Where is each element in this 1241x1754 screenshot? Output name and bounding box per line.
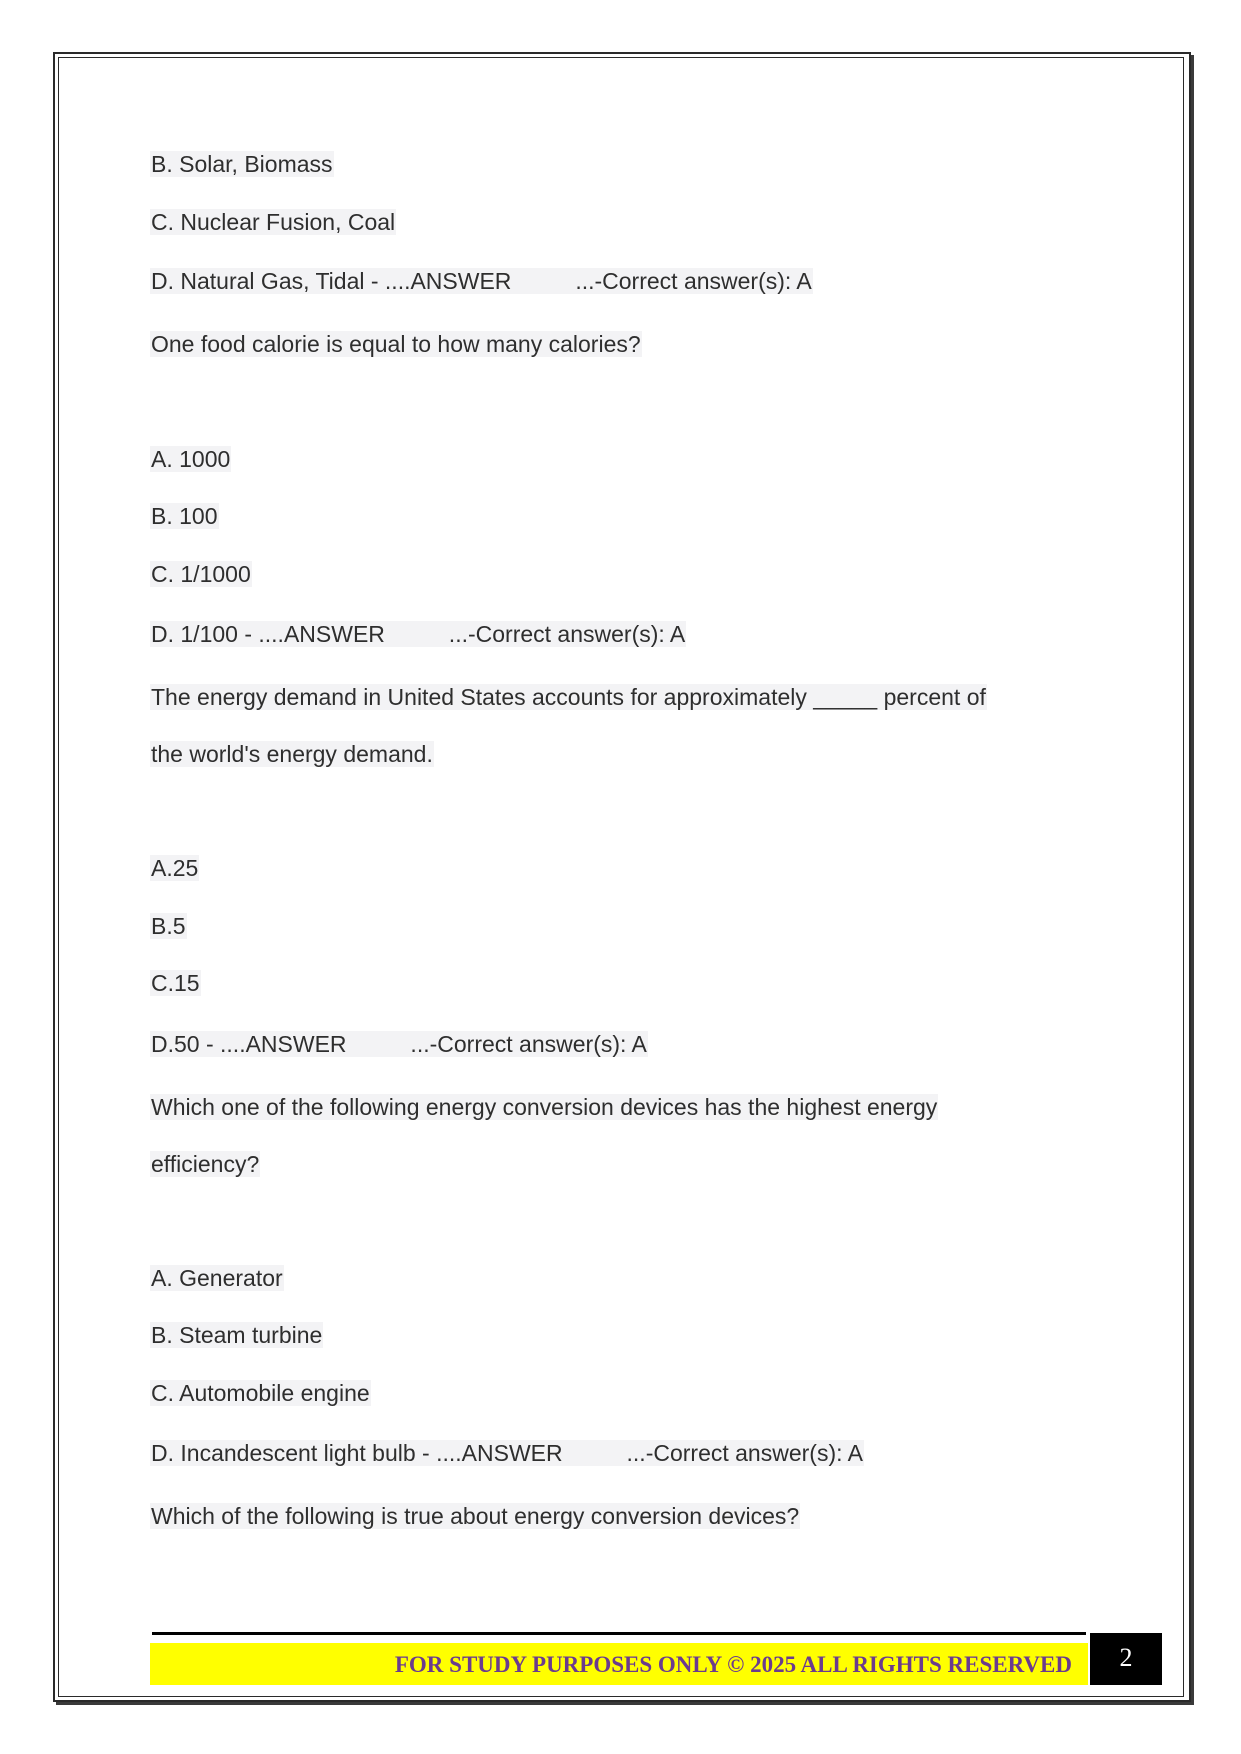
answer-line: D.50 - ....ANSWER ...-Correct answer(s): A <box>151 1031 647 1057</box>
footer-divider <box>152 1632 1086 1635</box>
question-line: The energy demand in United States accounts for approximately _____ percent of <box>151 684 986 710</box>
option-line: B. Solar, Biomass <box>151 151 333 177</box>
answer-line: D. Incandescent light bulb - ....ANSWER ...-Correct answer(s): A <box>151 1440 863 1466</box>
page-number: 2 <box>1090 1633 1162 1685</box>
question-line: Which one of the following energy conversion devices has the highest energy <box>151 1094 938 1120</box>
question-line: efficiency? <box>151 1151 260 1177</box>
answer-line: D. 1/100 - ....ANSWER ...-Correct answer(s): A <box>151 621 686 647</box>
option-line: C. 1/1000 <box>151 561 251 587</box>
option-line: B. Steam turbine <box>151 1322 323 1348</box>
option-line: A. 1000 <box>151 446 231 472</box>
option-line: C. Nuclear Fusion, Coal <box>151 209 396 235</box>
option-line: A.25 <box>151 855 199 881</box>
question-line: One food calorie is equal to how many calories? <box>151 331 641 357</box>
question-line: the world's energy demand. <box>151 741 433 767</box>
question-line: Which of the following is true about energy conversion devices? <box>151 1503 800 1529</box>
option-line: C. Automobile engine <box>151 1380 370 1406</box>
option-line: C.15 <box>151 970 200 996</box>
option-line: A. Generator <box>151 1265 283 1291</box>
answer-line: D. Natural Gas, Tidal - ....ANSWER ...-Correct answer(s): A <box>151 268 812 294</box>
footer-notice: FOR STUDY PURPOSES ONLY © 2025 ALL RIGHTS RESERVED <box>394 1652 1072 1677</box>
option-line: B. 100 <box>151 503 218 529</box>
option-line: B.5 <box>151 913 186 939</box>
